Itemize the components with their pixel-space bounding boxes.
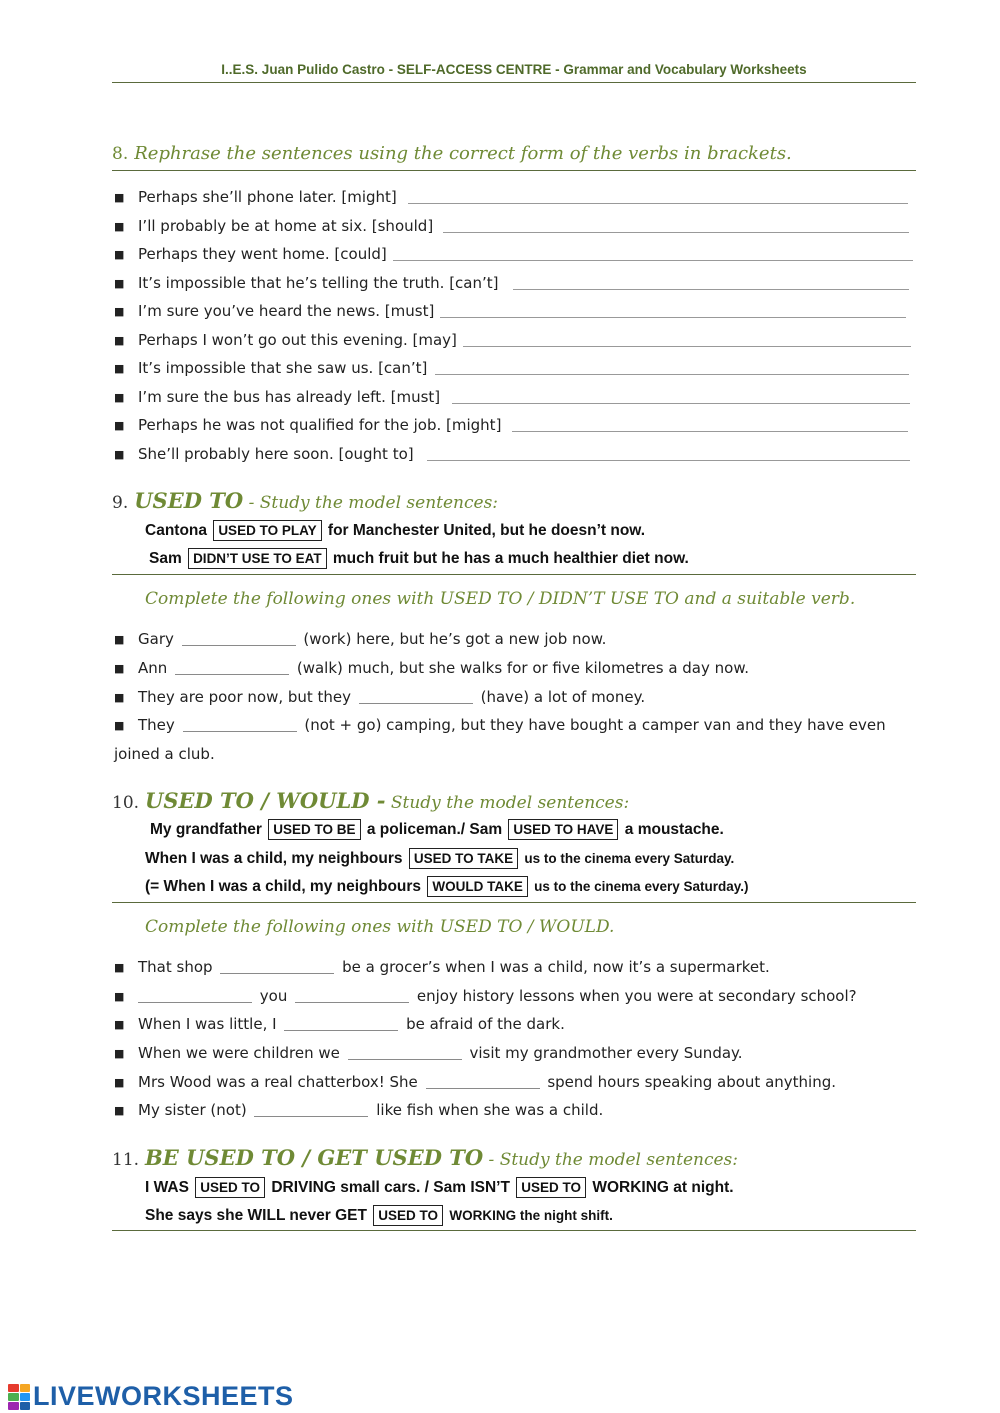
section-11-title	[112, 1145, 738, 1170]
answer-line[interactable]	[513, 289, 909, 290]
section-9-number: 9.	[112, 493, 129, 513]
answer-blank[interactable]	[359, 690, 473, 704]
answer-line[interactable]	[408, 203, 908, 204]
list-item: ■ Mrs Wood was a real chatterbox! She spend hours speaking about anything.	[114, 1073, 836, 1091]
answer-blank[interactable]	[284, 1017, 398, 1031]
model-answer-box: USED TO	[373, 1205, 443, 1226]
model-answer-box: DIDN’T USE TO EAT	[188, 548, 327, 569]
answer-blank[interactable]	[220, 960, 334, 974]
list-item: ■ I’m sure you’ve heard the news. [must]	[114, 302, 435, 320]
header-divider	[112, 82, 916, 83]
section-9-subheading: - Study the model sentences:	[243, 493, 499, 513]
list-item: ■ Perhaps I won’t go out this evening. [may]	[114, 331, 457, 349]
list-item: ■ When I was little, I be afraid of the dark.	[114, 1015, 565, 1033]
list-item: ■ That shop be a grocer’s when I was a child, now it’s a supermarket.	[114, 958, 770, 976]
answer-blank[interactable]	[182, 632, 296, 646]
liveworksheets-icon	[8, 1384, 30, 1410]
list-item: ■ Gary (work) here, but he’s got a new job now.	[114, 630, 607, 648]
list-item: ■ Perhaps he was not qualified for the job. [might]	[114, 416, 502, 434]
list-item: ■ Perhaps they went home. [could]	[114, 245, 387, 263]
model-answer-box: USED TO TAKE	[409, 848, 518, 869]
list-item: ■ She’ll probably here soon. [ought to]	[114, 445, 414, 463]
section-11-divider	[112, 1230, 916, 1231]
answer-line[interactable]	[463, 346, 911, 347]
answer-line[interactable]	[452, 403, 910, 404]
answer-line[interactable]	[440, 317, 906, 318]
list-item-continuation: joined a club.	[114, 745, 215, 763]
model-answer-box: USED TO HAVE	[508, 819, 618, 840]
answer-line[interactable]	[512, 431, 908, 432]
list-item: ■ They are poor now, but they (have) a lot of money.	[114, 688, 646, 706]
section-10-subheading: Study the model sentences:	[385, 793, 630, 813]
section-9-heading: USED TO	[134, 488, 244, 513]
model-sentence: Cantona USED TO PLAY for Manchester United, but he doesn’t now.	[145, 522, 646, 539]
section-10-number: 10.	[112, 793, 140, 813]
model-sentence: My grandfather USED TO BE a policeman./ Sam USED TO HAVE a moustache.	[150, 821, 724, 838]
answer-blank[interactable]	[138, 989, 252, 1003]
answer-blank[interactable]	[295, 989, 409, 1003]
model-sentence: When I was a child, my neighbours USED TO TAKE us to the cinema every Saturday.	[145, 850, 735, 867]
answer-blank[interactable]	[183, 718, 297, 732]
model-sentence: (= When I was a child, my neighbours WOULD TAKE us to the cinema every Saturday.)	[145, 878, 749, 895]
section-9-title	[112, 488, 498, 513]
list-item: ■ you enjoy history lessons when you were at secondary school?	[114, 987, 857, 1005]
section-8-title	[112, 143, 792, 164]
model-sentence: I WAS USED TO DRIVING small cars. / Sam ISN’T USED TO WORKING at night.	[145, 1179, 734, 1196]
section-10-instruction: Complete the following ones with USED TO / WOULD.	[145, 917, 615, 937]
list-item: ■ My sister (not) like fish when she was a child.	[114, 1101, 604, 1119]
section-9-divider	[112, 574, 916, 575]
list-item: ■ It’s impossible that she saw us. [can’t]	[114, 359, 428, 377]
list-item: ■ I’ll probably be at home at six. [should]	[114, 217, 434, 235]
answer-line[interactable]	[443, 232, 909, 233]
answer-line[interactable]	[435, 374, 909, 375]
section-11-number: 11.	[112, 1150, 140, 1170]
list-item: ■ Ann (walk) much, but she walks for or five kilometres a day now.	[114, 659, 749, 677]
section-10-heading: USED TO / WOULD -	[145, 788, 386, 813]
answer-blank[interactable]	[175, 661, 289, 675]
model-answer-box: USED TO	[516, 1177, 586, 1198]
list-item: ■ When we were children we visit my grandmother every Sunday.	[114, 1044, 743, 1062]
list-item: ■ I’m sure the bus has already left. [must]	[114, 388, 441, 406]
section-8-divider	[112, 170, 916, 171]
model-answer-box: USED TO	[195, 1177, 265, 1198]
section-11-subheading: - Study the model sentences:	[483, 1150, 738, 1170]
section-10-divider	[112, 902, 916, 903]
section-11-heading: BE USED TO / GET USED TO	[145, 1145, 484, 1170]
model-sentence: Sam DIDN’T USE TO EAT much fruit but he has a much healthier diet now.	[149, 550, 689, 567]
list-item: ■ Perhaps she’ll phone later. [might]	[114, 188, 397, 206]
section-10-title	[112, 788, 629, 813]
answer-blank[interactable]	[348, 1046, 462, 1060]
answer-blank[interactable]	[254, 1103, 368, 1117]
section-9-instruction: Complete the following ones with USED TO / DIDN’T USE TO and a suitable verb.	[145, 589, 856, 609]
model-answer-box: USED TO BE	[268, 819, 360, 840]
answer-blank[interactable]	[426, 1075, 540, 1089]
list-item: ■ It’s impossible that he’s telling the truth. [can’t]	[114, 274, 499, 292]
liveworksheets-brand: LIVEWORKSHEETS	[33, 1381, 294, 1411]
list-item: ■ They (not + go) camping, but they have bought a camper van and they have even	[114, 716, 886, 734]
answer-line[interactable]	[393, 260, 913, 261]
page-header: I..E.S. Juan Pulido Castro - SELF-ACCESS CENTRE - Grammar and Vocabulary Worksheets	[221, 62, 807, 77]
model-sentence: She says she WILL never GET USED TO WORKING the night shift.	[145, 1207, 613, 1224]
section-8-number: 8.	[112, 144, 129, 164]
section-8-instruction: Rephrase the sentences using the correct form of the verbs in brackets.	[134, 143, 792, 164]
model-answer-box: WOULD TAKE	[427, 876, 528, 897]
model-answer-box: USED TO PLAY	[213, 520, 321, 541]
answer-line[interactable]	[427, 460, 910, 461]
liveworksheets-logo[interactable]	[8, 1381, 294, 1412]
